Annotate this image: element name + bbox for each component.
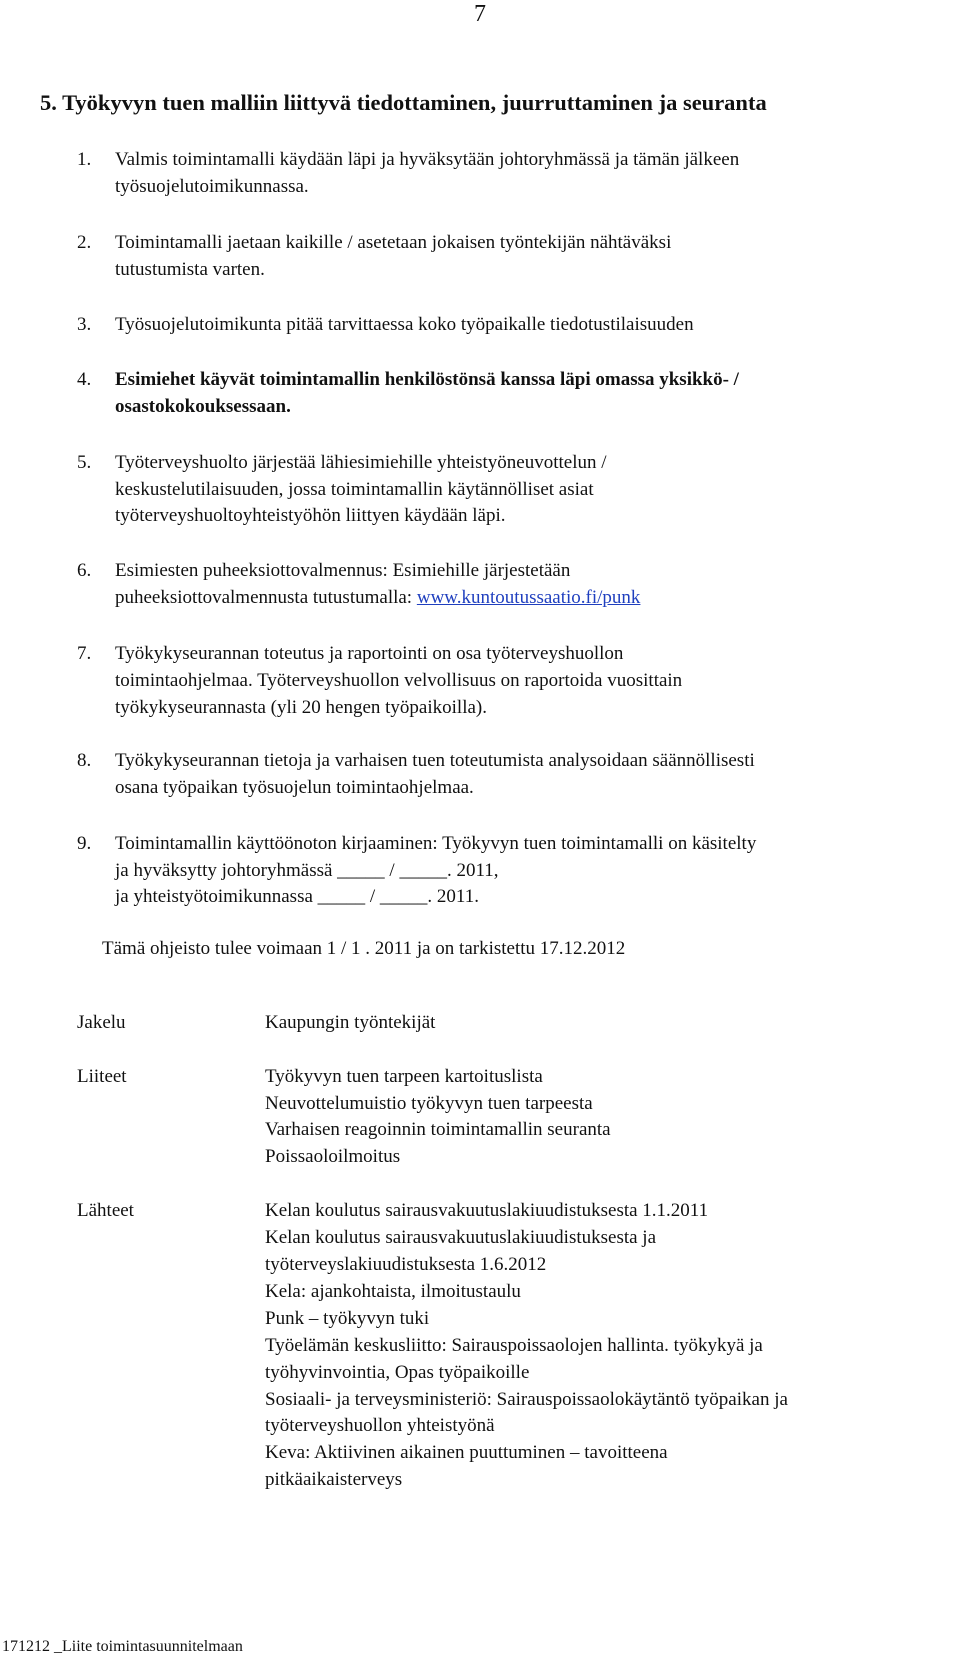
item-number: 8.: [77, 750, 92, 771]
lahde-item: Punk – työkyvyn tuki: [265, 1308, 430, 1329]
item-5-line: keskustelutilaisuuden, jossa toimintamallin käytännölliset asiat: [115, 479, 594, 500]
item-1-line: työsuojelutoimikunnassa.: [115, 176, 309, 197]
item-number: 5.: [77, 452, 92, 473]
item-2-line: Toimintamalli jaetaan kaikille / asetetaan jokaisen työntekijän nähtäväksi: [115, 232, 672, 253]
item-number: 7.: [77, 643, 92, 664]
liite-item: Työkyvyn tuen tarpeen kartoituslista: [265, 1066, 543, 1087]
item-2-line: tutustumista varten.: [115, 259, 265, 280]
jakelu-value: Kaupungin työntekijät: [265, 1012, 436, 1033]
lahde-item: Keva: Aktiivinen aikainen puuttuminen – tavoitteena: [265, 1442, 668, 1463]
lahde-item: pitkäaikaisterveys: [265, 1469, 403, 1490]
lahde-item: Työelämän keskusliitto: Sairauspoissaolojen hallinta. työkykyä ja: [265, 1335, 763, 1356]
item-6-text: puheeksiottovalmennusta tutustumalla:: [115, 587, 413, 608]
item-1-line: Valmis toimintamalli käydään läpi ja hyväksytään johtoryhmässä ja tämän jälkeen: [115, 149, 740, 170]
item-6-line: Esimiesten puheeksiottovalmennus: Esimiehille järjestetään: [115, 560, 571, 581]
punk-link[interactable]: www.kuntoutussaatio.fi/punk: [416, 587, 641, 608]
item-7-line: toimintaohjelmaa. Työterveyshuollon velvollisuus on raportoida vuosittain: [115, 670, 683, 691]
lahde-item: työhyvinvointia, Opas työpaikoille: [265, 1362, 530, 1383]
lahde-item: Kela: ajankohtaista, ilmoitustaulu: [265, 1281, 521, 1302]
item-9-line: ja yhteistyötoimikunnassa _____ / _____. 2011.: [115, 886, 479, 907]
item-5-line: työterveyshuoltoyhteistyöhön liittyen käydään läpi.: [115, 505, 506, 526]
validity-note: Tämä ohjeisto tulee voimaan 1 / 1 . 2011 ja on tarkistettu 17.12.2012: [102, 938, 626, 959]
item-4-line: Esimiehet käyvät toimintamallin henkilöstönsä kanssa läpi omassa yksikkö- /: [115, 369, 739, 390]
item-9-line: ja hyväksytty johtoryhmässä _____ / _____. 2011,: [115, 860, 499, 881]
item-8-line: osana työpaikan työsuojelun toimintaohjelmaa.: [115, 777, 474, 798]
item-number: 9.: [77, 833, 92, 854]
item-number: 1.: [77, 149, 92, 170]
item-9-line: Toimintamallin käyttöönoton kirjaaminen: Työkyvyn tuen toimintamalli on käsitelty: [115, 833, 757, 854]
lahde-item: työterveyshuollon yhteistyönä: [265, 1415, 495, 1436]
jakelu-label: Jakelu: [77, 1012, 126, 1033]
footer-text: 171212 _Liite toimintasuunnitelmaan: [2, 1638, 243, 1655]
item-6-line-with-link: [115, 584, 640, 612]
item-3-line: Työsuojelutoimikunta pitää tarvittaessa koko työpaikalle tiedotustilaisuuden: [115, 314, 694, 335]
item-7-line: työkykyseurannasta (yli 20 hengen työpaikoilla).: [115, 697, 487, 718]
lahde-item: Kelan koulutus sairausvakuutuslakiuudistuksesta 1.1.2011: [265, 1200, 709, 1221]
lahde-item: Kelan koulutus sairausvakuutuslakiuudistuksesta ja: [265, 1227, 657, 1248]
item-4-line: osastokokouksessaan.: [115, 396, 291, 417]
liite-item: Varhaisen reagoinnin toimintamallin seuranta: [265, 1119, 611, 1140]
item-5-line: Työterveyshuolto järjestää lähiesimiehille yhteistyöneuvottelun /: [115, 452, 607, 473]
liitteet-label: Liiteet: [77, 1066, 127, 1087]
item-number: 4.: [77, 369, 92, 390]
liite-item: Poissaoloilmoitus: [265, 1146, 401, 1167]
lahteet-label: Lähteet: [77, 1200, 134, 1221]
lahde-item: työterveyslakiuudistuksesta 1.6.2012: [265, 1254, 547, 1275]
section-heading: 5. Työkyvyn tuen malliin liittyvä tiedottaminen, juurruttaminen ja seuranta: [40, 90, 767, 115]
item-number: 3.: [77, 314, 92, 335]
page-number: 7: [474, 1, 486, 27]
lahde-item: Sosiaali- ja terveysministeriö: Sairauspoissaolokäytäntö työpaikan ja: [265, 1389, 788, 1410]
item-7-line: Työkykyseurannan toteutus ja raportointi on osa työterveyshuollon: [115, 643, 624, 664]
item-8-line: Työkykyseurannan tietoja ja varhaisen tuen toteutumista analysoidaan säännöllisesti: [115, 750, 755, 771]
liite-item: Neuvottelumuistio työkyvyn tuen tarpeesta: [265, 1093, 593, 1114]
item-number: 2.: [77, 232, 92, 253]
item-number: 6.: [77, 560, 92, 581]
